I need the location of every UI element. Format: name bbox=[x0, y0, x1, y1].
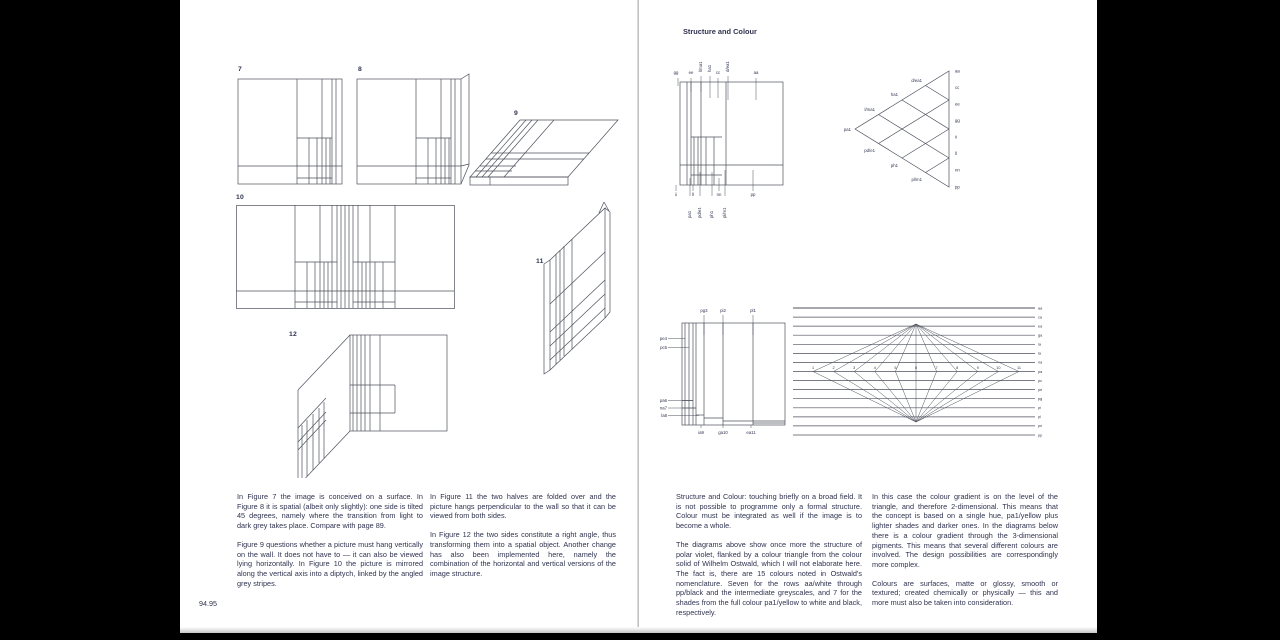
paragraph: In this case the colour gradient is on the level of the triangle, and therefore 2-dimensional. This means that the concept is based on a single hue, pa1/yellow plus lighter shades and darker ones. In the diagrams below there is a colour gradient through the 3-dimensional pigments. This means that several different colours are involved. The design possibilities are correspondingly more complex. bbox=[872, 492, 1058, 569]
tick-3: 3 bbox=[853, 366, 856, 370]
left-text-column-2 bbox=[430, 492, 616, 588]
label-pl1: pl1 bbox=[750, 308, 756, 313]
label-plm1: pl/m1 bbox=[722, 207, 727, 218]
label-right-gg: gg bbox=[955, 118, 960, 123]
row-aa: aa bbox=[1038, 306, 1043, 311]
label-right-ll: ll bbox=[955, 151, 957, 156]
row-ca: ca bbox=[1038, 315, 1043, 320]
page-number: 94.95 bbox=[199, 599, 217, 608]
row-pe: pe bbox=[1038, 387, 1043, 392]
row-ea: ea bbox=[1038, 324, 1043, 329]
label-aa: aa bbox=[753, 70, 759, 75]
paragraph: Figure 9 questions whether a picture must hang vertically on the wall. It does not have to — it can also be viewed lying horizontally. In Figure 10 the picture is mirrored along the vertical axis into a diptych, linked by the angled grey stripes. bbox=[237, 539, 423, 588]
label-right-ee: ee bbox=[955, 101, 960, 107]
tick-10: 10 bbox=[996, 366, 1001, 370]
label-right-aa: aa bbox=[955, 68, 960, 74]
label-dea1: d/ea1 bbox=[725, 61, 730, 72]
label-right-pp: pp bbox=[955, 184, 960, 190]
figure-12-label: 12 bbox=[289, 331, 297, 338]
tick-2: 2 bbox=[832, 366, 835, 370]
label-ll: ll bbox=[692, 192, 694, 197]
figure-11-drawing bbox=[542, 200, 620, 378]
label-ph1: ph1 bbox=[709, 210, 714, 218]
colour-gradient-diagram bbox=[655, 295, 790, 435]
paragraph: In Figure 11 the two halves are folded over and the picture hangs perpendicular to the wall so that it can be viewed from both sides. bbox=[430, 492, 616, 521]
figure-12-drawing bbox=[294, 330, 466, 478]
page-gutter bbox=[637, 0, 639, 633]
label-upper-dea1: d/ea1 bbox=[911, 78, 922, 83]
label-la8: la8 bbox=[661, 413, 667, 418]
tick-1: 1 bbox=[811, 366, 815, 370]
tick-11: 11 bbox=[1017, 366, 1021, 370]
row-pg: pg bbox=[1038, 397, 1043, 401]
row-pa: pa bbox=[1038, 369, 1043, 374]
tick-6: 6 bbox=[914, 366, 918, 370]
label-right-nn: nn bbox=[955, 167, 960, 173]
paragraph: In Figure 12 the two sides constitute a right angle, thus transforming them into a spatial object. Another change has also been implemented here, namely the combination of the horizontal and vertical versions of the image structure. bbox=[430, 530, 616, 578]
label-pde1: pd/e1 bbox=[697, 207, 702, 218]
label-lower-ph1: ph1 bbox=[890, 163, 898, 168]
left-text-column-1 bbox=[237, 492, 423, 597]
label-ha1: ha1 bbox=[707, 64, 712, 72]
paragraph: Structure and Colour: touching briefly on a broad field. It is not possible to programme only a formal structure. Colour must be integrated as well if the image is to become a whole. bbox=[676, 492, 862, 531]
label-gg: gg bbox=[673, 70, 679, 75]
tick-9: 9 bbox=[976, 366, 979, 370]
row-pn: pn bbox=[1038, 424, 1043, 429]
figure-7-drawing bbox=[237, 78, 344, 186]
row-pi: pi bbox=[1038, 406, 1041, 411]
tick-8: 8 bbox=[956, 366, 959, 370]
label-ia9: ia9 bbox=[698, 430, 704, 435]
figure-10-drawing bbox=[236, 205, 455, 309]
label-pe4: pe4 bbox=[659, 336, 667, 341]
label-ea11: ea11 bbox=[746, 430, 756, 435]
label-cc: cc bbox=[715, 70, 721, 75]
label-pa6: pa6 bbox=[659, 398, 667, 403]
label-upper-lma1: l/ma1 bbox=[864, 107, 875, 112]
book-spread bbox=[180, 0, 1097, 633]
colour-web-diagram bbox=[788, 298, 1048, 443]
row-pl: pl bbox=[1038, 415, 1041, 420]
paragraph: The diagrams above show once more the structure of polar violet, flanked by a colour triangle from the colour solid of Wilhelm Ostwald, which I will not elaborate here. The fact is, there are 15 colours noted in Ostwald's nomenclature. Seven for the rows aa/white through pp/black and the intermediate greyscales, and 7 for the shades from the full colour pa1/yellow to white and black, respectively. bbox=[676, 539, 862, 617]
figure-10-label: 10 bbox=[236, 194, 244, 201]
label-lower-pde1: pd/e1 bbox=[864, 148, 875, 153]
right-text-column-2 bbox=[872, 492, 1058, 617]
label-ii: ii bbox=[675, 192, 677, 197]
tick-4: 4 bbox=[873, 366, 876, 370]
paragraph: In Figure 7 the image is conceived on a surface. In Figure 8 it is spatial (albeit only slightly): one side is tilted 45 degrees, namely where the transition from light to dark grey takes place. Compare with page 89. bbox=[237, 492, 423, 531]
paragraph: Colours are surfaces, matte or glossy, smooth or textured; created chemically or physically — this and more must also be taken into consideration. bbox=[872, 578, 1058, 608]
right-text-column-1 bbox=[676, 492, 862, 626]
row-ia: ia bbox=[1038, 342, 1041, 347]
label-right-cc: cc bbox=[955, 85, 960, 90]
section-header: Structure and Colour bbox=[683, 27, 757, 36]
tick-7: 7 bbox=[935, 366, 938, 370]
figure-9-label: 9 bbox=[514, 110, 518, 117]
structure-colour-diagram bbox=[666, 20, 788, 220]
label-pp: pp bbox=[750, 192, 756, 197]
colour-triangle-diagram bbox=[835, 60, 975, 205]
row-pp: pp bbox=[1038, 433, 1043, 438]
label-pg3: pg3 bbox=[700, 308, 708, 313]
label-ga10: ga10 bbox=[718, 430, 728, 435]
label-nn: nn bbox=[716, 192, 722, 197]
label-apex-pa1: pa1 bbox=[843, 127, 851, 132]
label-upper-ha1: ha1 bbox=[890, 92, 898, 97]
figure-11-label: 11 bbox=[536, 258, 544, 265]
label-na7: na7 bbox=[659, 405, 667, 411]
figure-8-label: 8 bbox=[358, 66, 362, 73]
label-lower-plm1: pl/m1 bbox=[911, 177, 922, 182]
label-pc5: pc5 bbox=[660, 345, 667, 350]
label-right-ii: ii bbox=[955, 134, 957, 140]
label-pi2: pi2 bbox=[720, 308, 726, 313]
page-bottom-edge bbox=[180, 627, 1097, 633]
label-ee: ee bbox=[688, 70, 694, 75]
tick-5: 5 bbox=[894, 366, 897, 370]
row-pc: pc bbox=[1038, 378, 1043, 383]
figure-8-drawing bbox=[356, 73, 474, 187]
label-lma1: l/ma1 bbox=[698, 61, 703, 72]
figure-9-drawing bbox=[468, 108, 623, 190]
figure-7-label: 7 bbox=[238, 66, 242, 73]
row-ga: ga bbox=[1038, 333, 1043, 338]
row-na: na bbox=[1038, 360, 1043, 365]
row-la: la bbox=[1038, 351, 1041, 356]
label-pa1: pa1 bbox=[687, 210, 692, 218]
